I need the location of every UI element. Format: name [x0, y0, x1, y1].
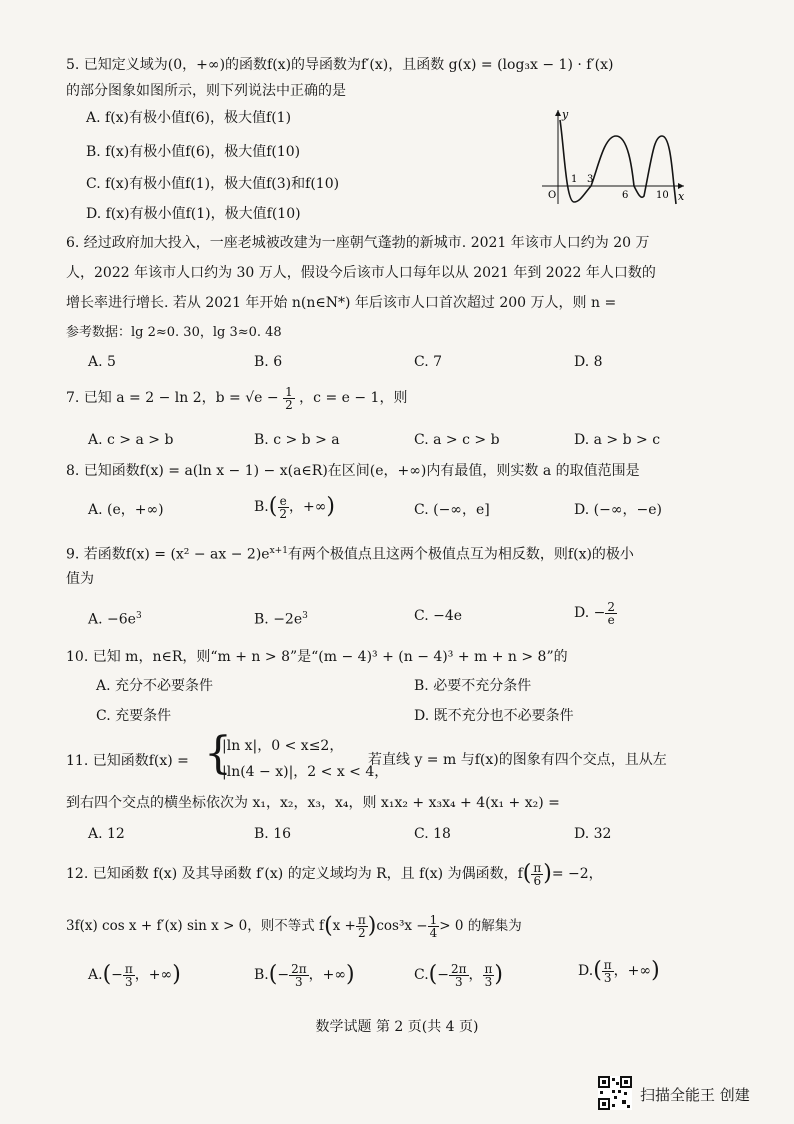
- y-label: y: [562, 108, 569, 121]
- q11-case1: |ln x|，0 < x≤2，: [222, 738, 344, 754]
- q12-optc-num2: π: [484, 961, 493, 976]
- q11-option-c: C. 18: [414, 826, 451, 842]
- q12-opta-sign: −: [111, 967, 123, 983]
- q12-opta-den: 3: [125, 974, 133, 989]
- q12-frac-quarter-den: 4: [429, 926, 438, 940]
- q9-option-a: [88, 606, 142, 630]
- q6-line1: 6. 经过政府加大投入，一座老城被改建为一座朝气蓬勃的新城市. 2021 年该市人口约为 20 万: [66, 235, 650, 251]
- q12-opta-num: π: [124, 961, 133, 976]
- q12-optd-post: ，+∞: [613, 963, 652, 979]
- q12-frac-pi2-den: 2: [358, 926, 366, 940]
- q12-line2-post: > 0 的解集为: [439, 918, 522, 934]
- q9-optd-num: 2: [607, 599, 615, 614]
- q12-optc-frac2: [483, 963, 495, 988]
- q12-optb-label: B.: [254, 967, 269, 983]
- q11-brace: {: [204, 728, 232, 779]
- q11-option-a: A. 12: [88, 826, 125, 842]
- q10-line1: 10. 已知 m，n∈R，则“m + n > 8”是“(m − 4)³ + (n − 4)³ + m + n > 8”的: [66, 649, 568, 665]
- q6-line3: 增长率进行增长. 若从 2021 年开始 n(n∈N*) 年后该市人口首次超过 200 万人，则 n =: [66, 295, 617, 311]
- q9-optd-text: D. −: [574, 605, 606, 621]
- q12-opta-post: ，+∞: [134, 967, 173, 983]
- q11-case2: |ln(4 − x)|，2 < x < 4，: [222, 764, 389, 780]
- q9-optd-fraction: [605, 601, 617, 626]
- x-label: x: [678, 190, 685, 203]
- q10-option-b: B. 必要不充分条件: [414, 678, 532, 694]
- y-axis-arrow: [555, 110, 561, 116]
- q12-optd-frac: [602, 959, 614, 984]
- q7-option-d: D. a > b > c: [574, 432, 661, 448]
- q9-optd-den: e: [607, 612, 615, 627]
- q8-optb-fraction: [277, 495, 289, 520]
- q7-option-b: B. c > b > a: [254, 432, 340, 448]
- q6-option-c: C. 7: [414, 354, 443, 370]
- q12-optc-den2: 3: [484, 974, 493, 989]
- q7-frac-den: 2: [285, 397, 293, 412]
- q8-option-d: D. (−∞，−e): [574, 502, 662, 518]
- q6-option-a: A. 5: [88, 354, 116, 370]
- q12-optc-label: C.: [414, 967, 429, 983]
- q6-option-b: B. 6: [254, 354, 283, 370]
- q10-option-a: A. 充分不必要条件: [96, 678, 214, 694]
- q12-line1-post: = −2，: [551, 866, 603, 882]
- q5-option-b: B. f(x)有极小值f(6)，极大值f(10): [86, 144, 301, 160]
- q9-post: 有两个极值点且这两个极值点互为相反数，则f(x)的极小: [287, 546, 634, 563]
- q12-frac-pi2: [356, 914, 368, 939]
- tick-6: 6: [622, 190, 629, 201]
- page-footer: 数学试题 第 2 页(共 4 页): [315, 1019, 479, 1035]
- q5-line2: 的部分图象如图所示，则下列说法中正确的是: [66, 83, 346, 99]
- x-axis-arrow: [678, 183, 684, 189]
- q11-option-b: B. 16: [254, 826, 292, 842]
- q11-option-d: D. 32: [574, 826, 612, 842]
- q9-option-b: [254, 606, 308, 630]
- tick-1: 1: [571, 174, 578, 185]
- q8-optb-num: e: [279, 493, 287, 508]
- q9-line1: [66, 540, 706, 566]
- q12-option-d: D.( $\frac{\pi}{3}$ ，+∞): [578, 957, 660, 985]
- tick-10: 10: [656, 190, 669, 201]
- q5-option-a: A. f(x)有极小值f(6)，极大值f(1): [86, 110, 292, 126]
- q12-line2-in: x +: [332, 918, 356, 934]
- qr-code-icon: [598, 1076, 632, 1110]
- q12-frac-pi2-num: π: [357, 913, 366, 927]
- q12-optb-num: 2π: [291, 961, 307, 976]
- q7-text-post: ，c = e − 1，则: [299, 390, 408, 406]
- q12-option-a: A.(− $\frac{\pi}{3}$ ，+∞): [88, 961, 181, 989]
- q7-option-c: C. a > c > b: [414, 432, 500, 448]
- q12-optb-post: ，+∞: [308, 967, 347, 983]
- q12-frac-pi6: [531, 862, 543, 887]
- q9-pre: 9. 若函数f(x) = (x² − ax − 2)e: [66, 546, 270, 563]
- tick-3: 3: [587, 174, 594, 185]
- origin-label: O: [548, 190, 557, 201]
- q9-opta-text: A. −6e: [88, 611, 136, 628]
- q7-text-pre: 7. 已知 a = 2 − ln 2，b = √e −: [66, 390, 279, 406]
- q10-option-d: D. 既不充分也不必要条件: [414, 708, 574, 724]
- q8-option-a: A. (e，+∞): [88, 502, 164, 518]
- q8-option-b: B.( $\frac{e}{2}$ ，+∞): [254, 493, 335, 521]
- q5-option-d: D. f(x)有极小值f(1)，极大值f(10): [86, 206, 301, 222]
- q8-optb-den: 2: [279, 506, 287, 521]
- q12-frac-pi6-den: 6: [533, 873, 542, 888]
- q8-line1: 8. 已知函数f(x) = a(ln x − 1) − x(a∈R)在区间(e，+∞)内有最值，则实数 a 的取值范围是: [66, 463, 640, 479]
- q12-optc-num1: 2π: [451, 961, 467, 976]
- q12-optd-den: 3: [603, 970, 612, 985]
- q5-line1: 5. 已知定义域为(0，+∞)的函数f(x)的导函数为f′(x)，且函数 g(x) = (log₃x − 1) · f′(x): [66, 57, 614, 73]
- q10-option-c: C. 充要条件: [96, 708, 172, 724]
- q7-option-a: A. c > a > b: [88, 432, 174, 448]
- q12-optb-den: 3: [295, 974, 303, 989]
- q11-pre: 11. 已知函数f(x) =: [66, 753, 189, 769]
- q12-line2-pre: 3f(x) cos x + f′(x) sin x > 0，则不等式 f: [66, 918, 325, 934]
- q8-optb-label: B.: [254, 499, 269, 515]
- q9-optb-sup: 3: [302, 611, 308, 621]
- q12-line2: 3f(x) cos x + f′(x) sin x > 0，则不等式 f(x + $\frac{\pi}{2}$ )cos³x − $\frac{1}{4}$ > 0 的解集为: [66, 913, 522, 940]
- q12-optc-den1: 3: [454, 974, 463, 989]
- q12-optb-sign: −: [277, 967, 290, 983]
- q9-exponent: x+1: [269, 546, 288, 556]
- q7-fraction: [283, 386, 295, 411]
- q12-optc-frac1: [449, 963, 469, 988]
- q9-option-c: C. −4e: [414, 608, 463, 624]
- q6-reference: 参考数据：lg 2≈0. 30，lg 3≈0. 48: [66, 325, 282, 340]
- q7-line1: [66, 384, 706, 412]
- q12-frac-quarter-num: 1: [429, 913, 438, 927]
- q12-line1-pre: 12. 已知函数 f(x) 及其导函数 f′(x) 的定义域均为 R，且 f(x) 为偶函数，f: [66, 866, 523, 882]
- q12-frac-quarter: [428, 914, 440, 939]
- q12-line1: 12. 已知函数 f(x) 及其导函数 f′(x) 的定义域均为 R，且 f(x) 为偶函数，f( $\frac{\pi}{6}$ )= −2，: [66, 860, 603, 888]
- q12-optb-frac: [289, 963, 309, 988]
- q8-option-c: C. (−∞，e]: [414, 502, 490, 518]
- q12-option-b: B.(− $\frac{2\pi}{3}$ ，+∞): [254, 961, 355, 989]
- q11-line2: 到右四个交点的横坐标依次为 x₁，x₂，x₃，x₄，则 x₁x₂ + x₃x₄ + 4(x₁ + x₂) =: [66, 795, 560, 811]
- q8-optb-post: ，+∞: [288, 499, 327, 515]
- q12-optd-label: D.: [578, 963, 594, 979]
- q9-option-d: [574, 598, 617, 628]
- q11-post: 若直线 y = m 与f(x)的图象有四个交点，且从左: [368, 752, 667, 768]
- q12-frac-pi6-num: π: [533, 860, 542, 875]
- q12-optc-mid: ，: [468, 967, 483, 983]
- q5-derivative-graph: [538, 106, 686, 206]
- q12-opta-label: A.: [88, 967, 103, 983]
- q7-frac-num: 1: [285, 384, 293, 399]
- scanner-brand: 扫描全能王 创建: [640, 1086, 750, 1104]
- q12-optd-num: π: [603, 957, 612, 972]
- q12-line2-mid: cos³x −: [376, 918, 428, 934]
- q9-opta-sup: 3: [135, 611, 142, 621]
- q12-optc-sign: −: [437, 967, 449, 983]
- q5-option-c: C. f(x)有极小值f(1)，极大值f(3)和f(10): [86, 176, 340, 192]
- q12-opta-frac: [123, 963, 135, 988]
- q12-option-c: C.(− $\frac{2\pi}{3}$ ， $\frac{\pi}{3}$ ): [414, 961, 504, 989]
- q9-optb-text: B. −2e: [254, 611, 303, 628]
- q6-line2: 人，2022 年该市人口约为 30 万人，假设今后该市人口每年以从 2021 年到 2022 年人口数的: [66, 265, 656, 281]
- q9-line2: 值为: [66, 571, 94, 587]
- q6-option-d: D. 8: [574, 354, 603, 370]
